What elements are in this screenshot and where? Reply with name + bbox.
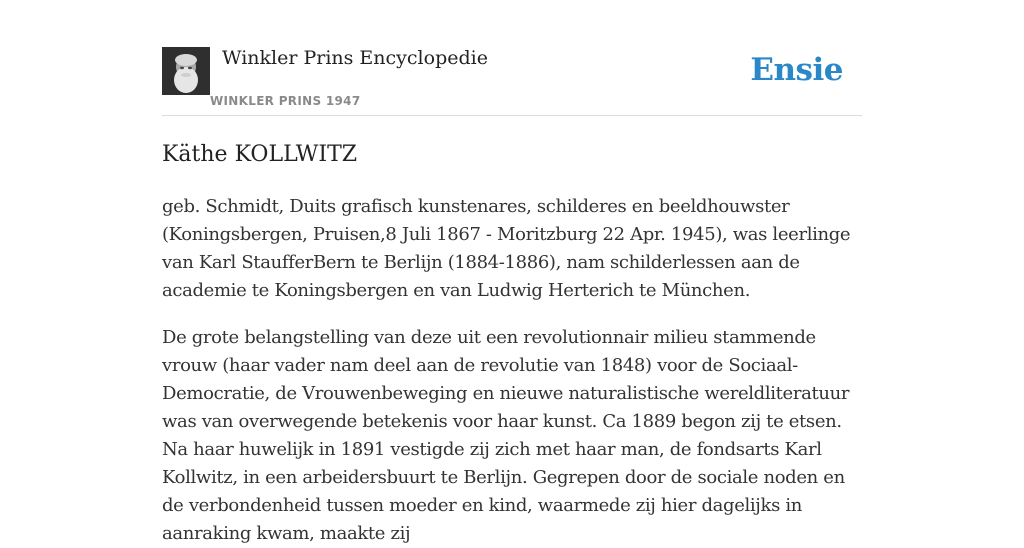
article-paragraph: De grote belangstelling van deze uit een revolutionnair milieu stammende vrouw (haar vader nam deel aan de revolutie van 1848) voor de Sociaal-Democratie, de Vrouwenbeweging en nieuwe naturalistische wereldliteratuur was van overwegende betekenis voor haar kunst. Ca 1889 begon zij te etsen. Na haar huwelijk in 1891 vestigde zij zich met haar man, de fondsarts Karl Kollwitz, in een arbeidersbuurt te Berlijn. Gegrepen door de sociale noden en de verbondenheid tussen moeder en kind, waarmede zij hier dagelijks in aanraking kwam, maakte zij — [162, 327, 850, 544]
article-title: Käthe KOLLWITZ — [162, 142, 358, 167]
avatar[interactable] — [162, 47, 210, 95]
header — [162, 46, 862, 116]
brand-logo[interactable]: Ensie — [750, 52, 843, 88]
article-paragraph: geb. Schmidt, Duits grafisch kunstenares, schilderes en beeldhouwster (Koningsbergen, Pruisen,8 Juli 1867 - Moritzburg 22 Apr. 1945), was leerlinge van Karl StaufferBern te Berlijn (1884-1886), nam schilderlessen aan de academie te Koningsbergen en van Ludwig Herterich te München. — [162, 196, 851, 301]
article — [162, 140, 862, 548]
site-name[interactable]: Winkler Prins Encyclopedie — [222, 47, 488, 69]
bearded-man-portrait-icon — [162, 47, 210, 95]
source-label[interactable]: WINKLER PRINS 1947 — [210, 94, 361, 108]
